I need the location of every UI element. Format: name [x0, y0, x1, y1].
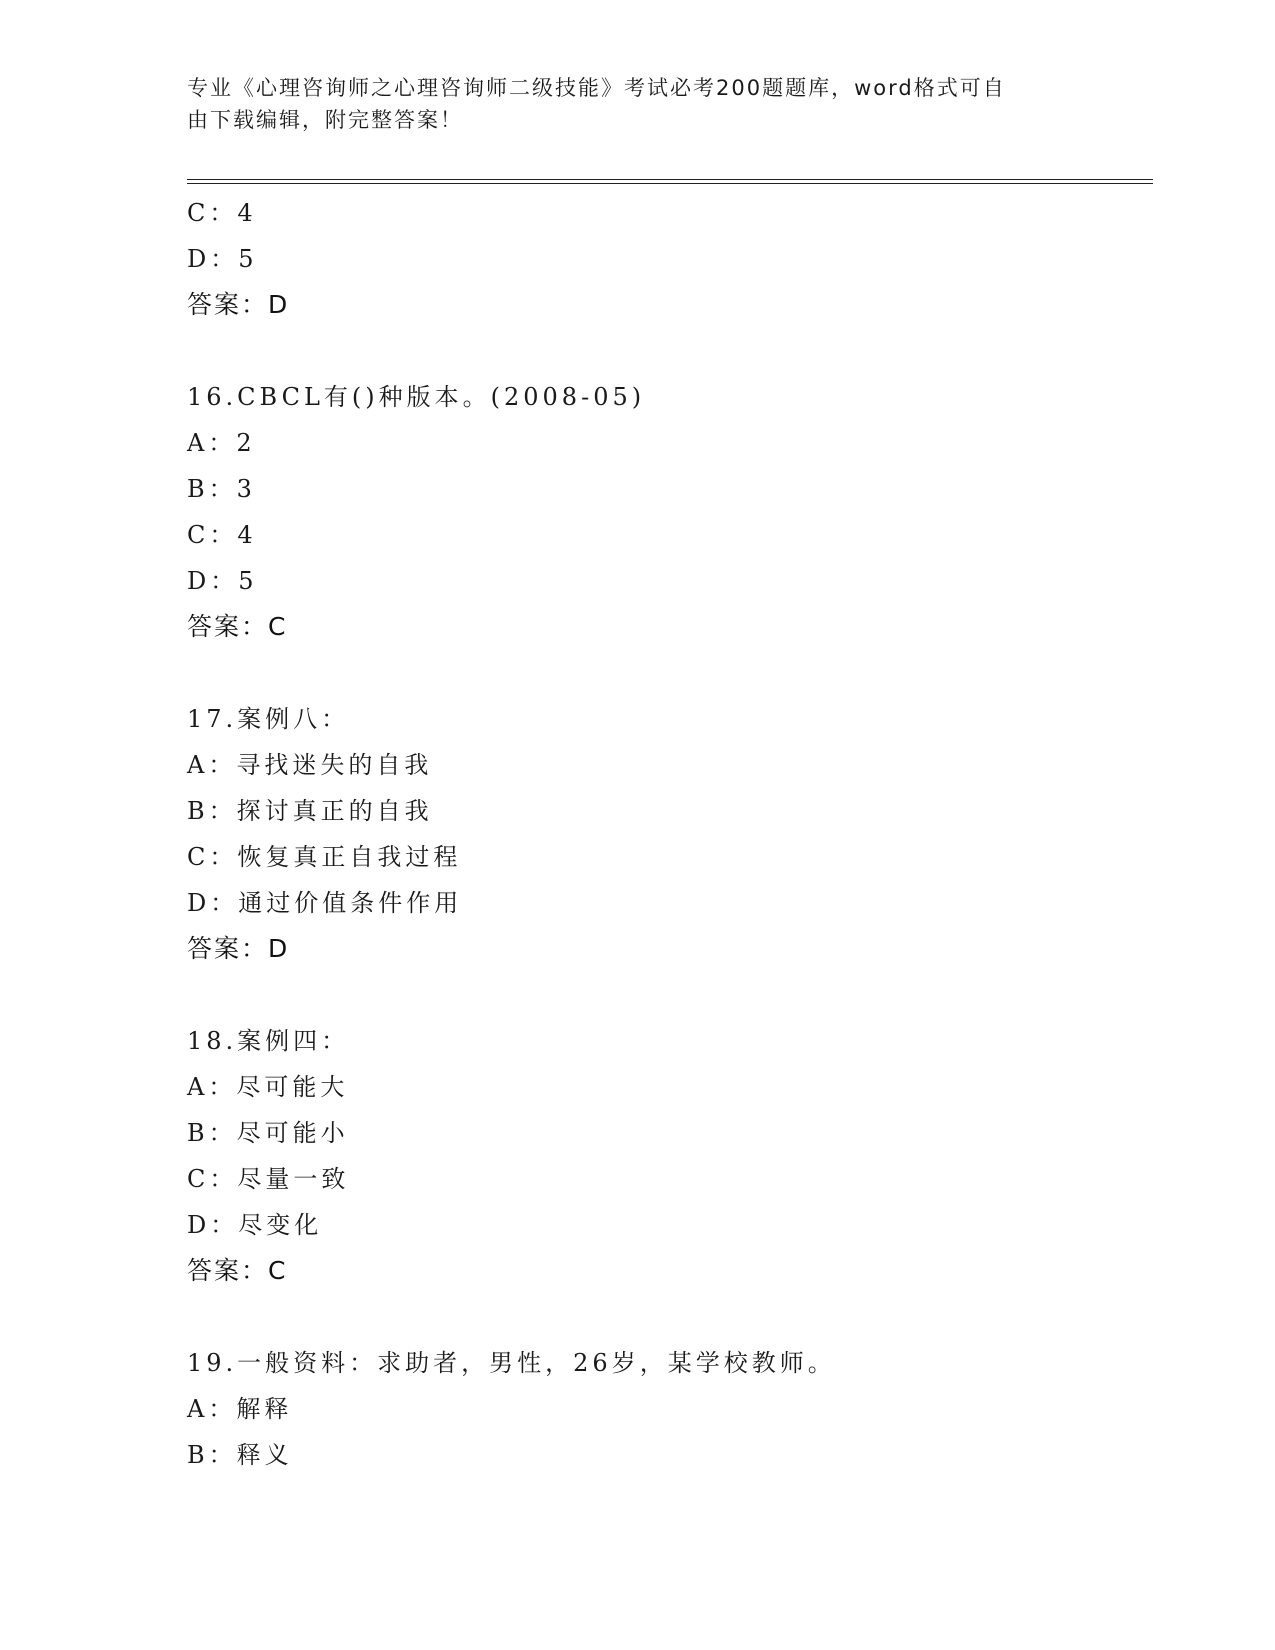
question-stem: 17.案例八：	[187, 705, 350, 733]
question-17	[187, 696, 1153, 972]
option-a: A：2	[187, 429, 256, 457]
option-c: C：4	[187, 521, 257, 549]
option-d: D：5	[187, 567, 258, 595]
spacer	[187, 650, 1153, 696]
answer-line: 答案：C	[187, 612, 288, 641]
header-line-1: 专业《心理咨询师之心理咨询师二级技能》考试必考200题题库，word格式可自	[187, 76, 1006, 100]
document-header	[187, 72, 1067, 136]
option-c: C：4	[187, 199, 257, 227]
question-18	[187, 1018, 1153, 1294]
option-b: B：释义	[187, 1441, 293, 1469]
question-stem: 18.案例四：	[187, 1027, 350, 1055]
option-d: D：尽变化	[187, 1211, 323, 1239]
option-b: B：尽可能小	[187, 1119, 349, 1147]
spacer	[187, 1294, 1153, 1340]
option-d: D：5	[187, 245, 258, 273]
header-line-2: 由下载编辑，附完整答案！	[187, 108, 463, 132]
answer-line: 答案：C	[187, 1256, 288, 1285]
option-a: A：解释	[187, 1395, 293, 1423]
question-list	[187, 190, 1153, 1478]
option-a: A：寻找迷失的自我	[187, 751, 433, 779]
question-stem: 16.CBCL有()种版本。(2008-05)	[187, 383, 646, 411]
option-b: B：3	[187, 475, 256, 503]
question-fragment-15	[187, 190, 1153, 328]
option-d: D：通过价值条件作用	[187, 889, 463, 917]
question-16	[187, 374, 1153, 650]
header-rule-bottom	[187, 183, 1153, 184]
option-a: A：尽可能大	[187, 1073, 349, 1101]
question-stem: 19.一般资料：求助者，男性，26岁，某学校教师。	[187, 1349, 836, 1377]
option-b: B：探讨真正的自我	[187, 797, 433, 825]
question-19	[187, 1340, 1153, 1478]
header-rule-top	[187, 179, 1153, 180]
answer-line: 答案：D	[187, 290, 290, 319]
spacer	[187, 328, 1153, 374]
spacer	[187, 972, 1153, 1018]
answer-line: 答案：D	[187, 934, 290, 963]
option-c: C：尽量一致	[187, 1165, 350, 1193]
option-c: C：恢复真正自我过程	[187, 843, 462, 871]
